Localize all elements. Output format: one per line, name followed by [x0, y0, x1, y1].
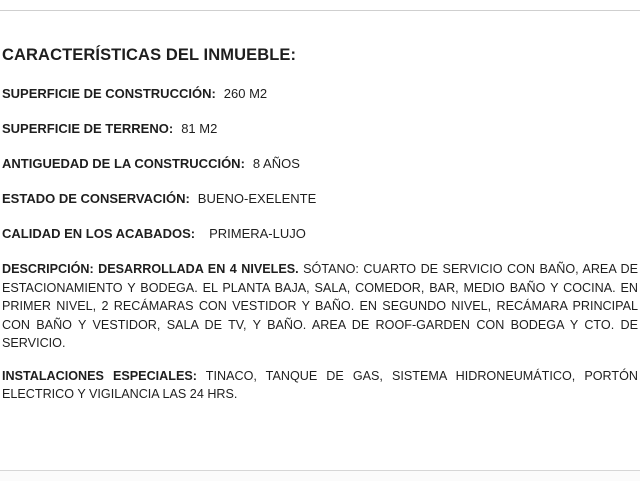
field-antiguedad: [2, 155, 640, 173]
field-label: CALIDAD EN LOS ACABADOS:: [2, 226, 196, 241]
field-value: 260 M2: [223, 86, 268, 101]
field-calidad-acabados: [2, 225, 640, 243]
bottom-border: [0, 470, 640, 481]
field-label: ANTIGUEDAD DE LA CONSTRUCCIÓN:: [2, 156, 245, 171]
field-value: 81 M2: [181, 121, 218, 136]
field-label: ESTADO DE CONSERVACIÓN:: [2, 191, 190, 206]
field-value: 8 AÑOS: [252, 156, 300, 171]
field-superficie-terreno: [2, 120, 640, 138]
instalaciones-text: TINACO, TANQUE DE GAS, SISTEMA HIDRONEUMÁTICO, PORTÓN ELECTRICO Y VIGILANCIA LAS 24 HRS.: [2, 368, 638, 401]
field-estado-conservacion: [2, 190, 640, 208]
section-title: CARACTERÍSTICAS DEL INMUEBLE:: [2, 46, 297, 64]
top-border: [0, 0, 640, 11]
field-value: BUENO-EXELENTE: [197, 191, 317, 206]
document-body: [0, 44, 640, 418]
instalaciones-paragraph: [2, 367, 638, 404]
field-label: SUPERFICIE DE TERRENO:: [2, 121, 174, 136]
instalaciones-label: INSTALACIONES ESPECIALES:: [2, 368, 197, 383]
descripcion-text: SÓTANO: CUARTO DE SERVICIO CON BAÑO, AREA DE ESTACIONAMIENTO Y BODEGA. EL PLANTA BAJA, SALA, COMEDOR, BAR, MEDIO BAÑO Y COCINA. EN PRIMER NIVEL, 2 RECÁMARAS CON VESTIDOR Y BAÑO. EN SEGUNDO NIVEL, RECÁMARA PRINCIPAL CON BAÑO Y VESTIDOR, SALA DE TV, Y BAÑO. AREA DE ROOF-GARDEN CON BODEGA Y CTO. DE SERVICIO.: [2, 262, 638, 350]
descripcion-paragraph: [2, 260, 638, 353]
field-superficie-construccion: [2, 85, 640, 103]
descripcion-label: DESCRIPCIÓN: DESARROLLADA EN 4 NIVELES.: [2, 262, 299, 276]
field-label: SUPERFICIE DE CONSTRUCCIÓN:: [2, 86, 216, 101]
field-value: PRIMERA-LUJO: [209, 226, 306, 241]
